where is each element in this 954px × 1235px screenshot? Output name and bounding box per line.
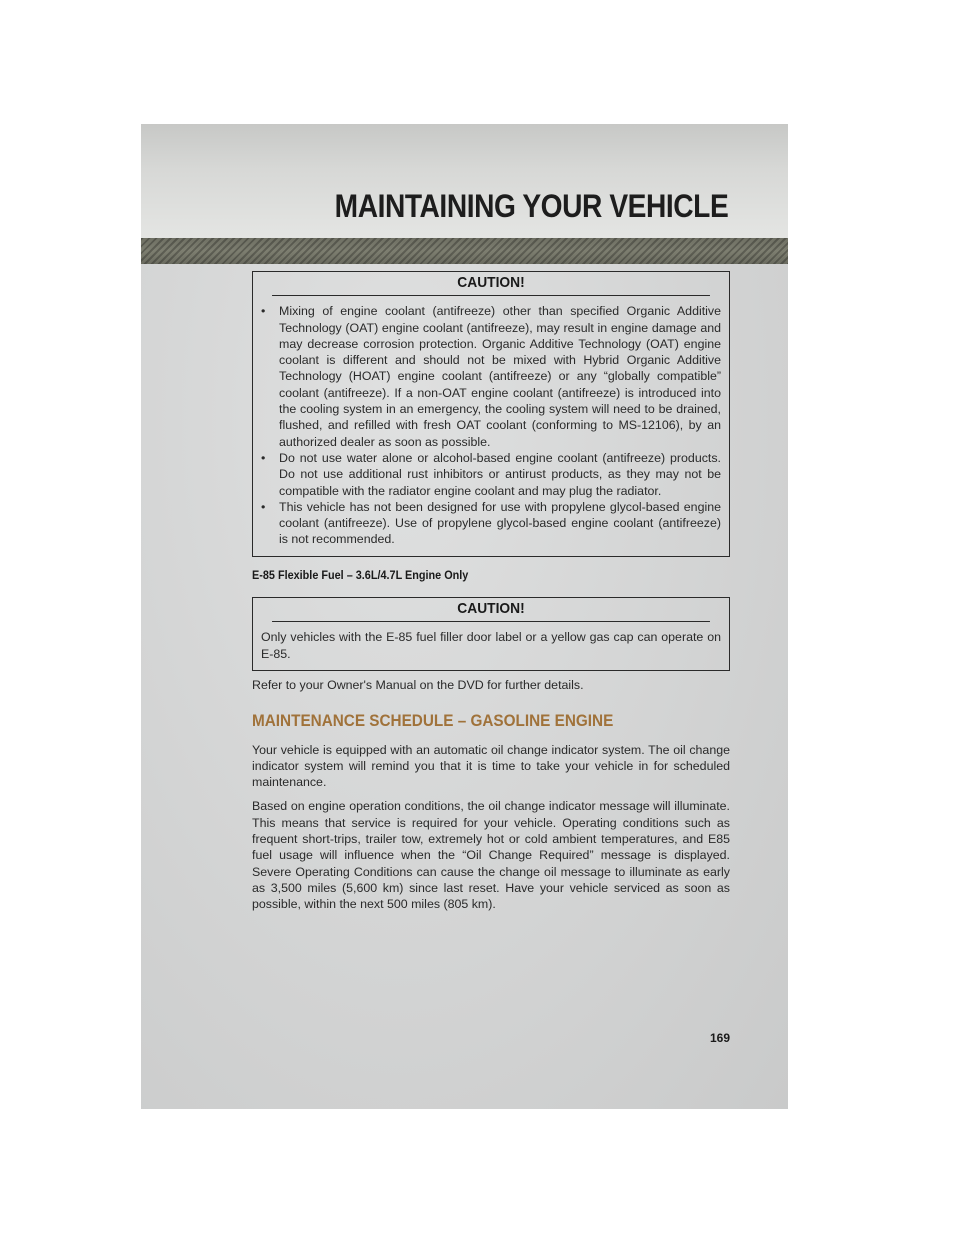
caution-bullet-item [261,450,721,499]
section-title: MAINTENANCE SCHEDULE – GASOLINE ENGINE [252,711,614,731]
page-header [141,124,788,238]
bullet-glyph: • [261,304,266,319]
caution-bullet-list [261,303,721,547]
bullet-glyph: • [261,499,266,514]
refer-text: Refer to your Owner's Manual on the DVD for further details. [252,677,584,692]
caution-heading: CAUTION! [272,598,710,622]
caution-body [253,622,729,670]
caution-bullet-item [261,303,721,450]
caution-text: Only vehicles with the E-85 fuel filler door label or a yellow gas cap can operate on E-85. [261,630,721,661]
e85-subheading: E-85 Flexible Fuel – 3.6L/4.7L Engine Only [252,567,469,582]
body-paragraph: Based on engine operation conditions, the oil change indicator message will illuminate. This means that service is required for your vehicle. Operating conditions such as frequent short-trips, trailer tow, extremely hot or cold ambient temperatures, and E85 fuel usage will influence when the “Oil Change Required” message is displayed. Severe Operating Conditions can cause the change oil message to illuminate as early as 3,500 miles (5,600 km) since last reset. Have your vehicle serviced as soon as possible, within the next 500 miles (805 km). [252,799,730,912]
caution-bullet-text: Mixing of engine coolant (antifreeze) other than specified Organic Additive Technology (OAT) engine coolant (antifreeze), may result in engine damage and may decrease corrosion protection. Organic Additive Technology (OAT) engine coolant is different and should not be mixed with Hybrid Organic Additive Technology (HOAT) engine coolant (antifreeze) or any “globally compatible” coolant (antifreeze). If a non-OAT engine coolant (antifreeze) is introduced into the cooling system in an emergency, the cooling system will need to be drained, flushed, and refilled with fresh OAT coolant (conforming to MS-12106), by an authorized dealer as soon as possible. [279,304,721,449]
caution-bullet-item [261,499,721,548]
caution-body [253,296,729,555]
caution-heading: CAUTION! [272,272,710,296]
caution-bullet-text: Do not use water alone or alcohol-based engine coolant (antifreeze) products. Do not use additional rust inhibitors or antirust products, as they may not be compatible with the radiator engine coolant and may plug the radiator. [279,450,721,498]
caution-bullet-text: This vehicle has not been designed for use with propylene glycol-based engine coolant (antifreeze). Use of propylene glycol-based engine coolant (antifreeze) is not recommended. [279,499,721,547]
caution-box-e85 [252,597,730,671]
header-stripe [141,238,788,264]
body-paragraph: Your vehicle is equipped with an automatic oil change indicator system. The oil change indicator system will remind you that it is time to take your vehicle in for scheduled maintenance. [252,742,730,790]
chapter-title: MAINTAINING YOUR VEHICLE [334,188,728,224]
page-content [252,271,730,913]
page-number: 169 [709,1031,730,1045]
bullet-glyph: • [261,450,266,465]
manual-page [141,124,788,1109]
caution-box-coolant [252,271,730,557]
